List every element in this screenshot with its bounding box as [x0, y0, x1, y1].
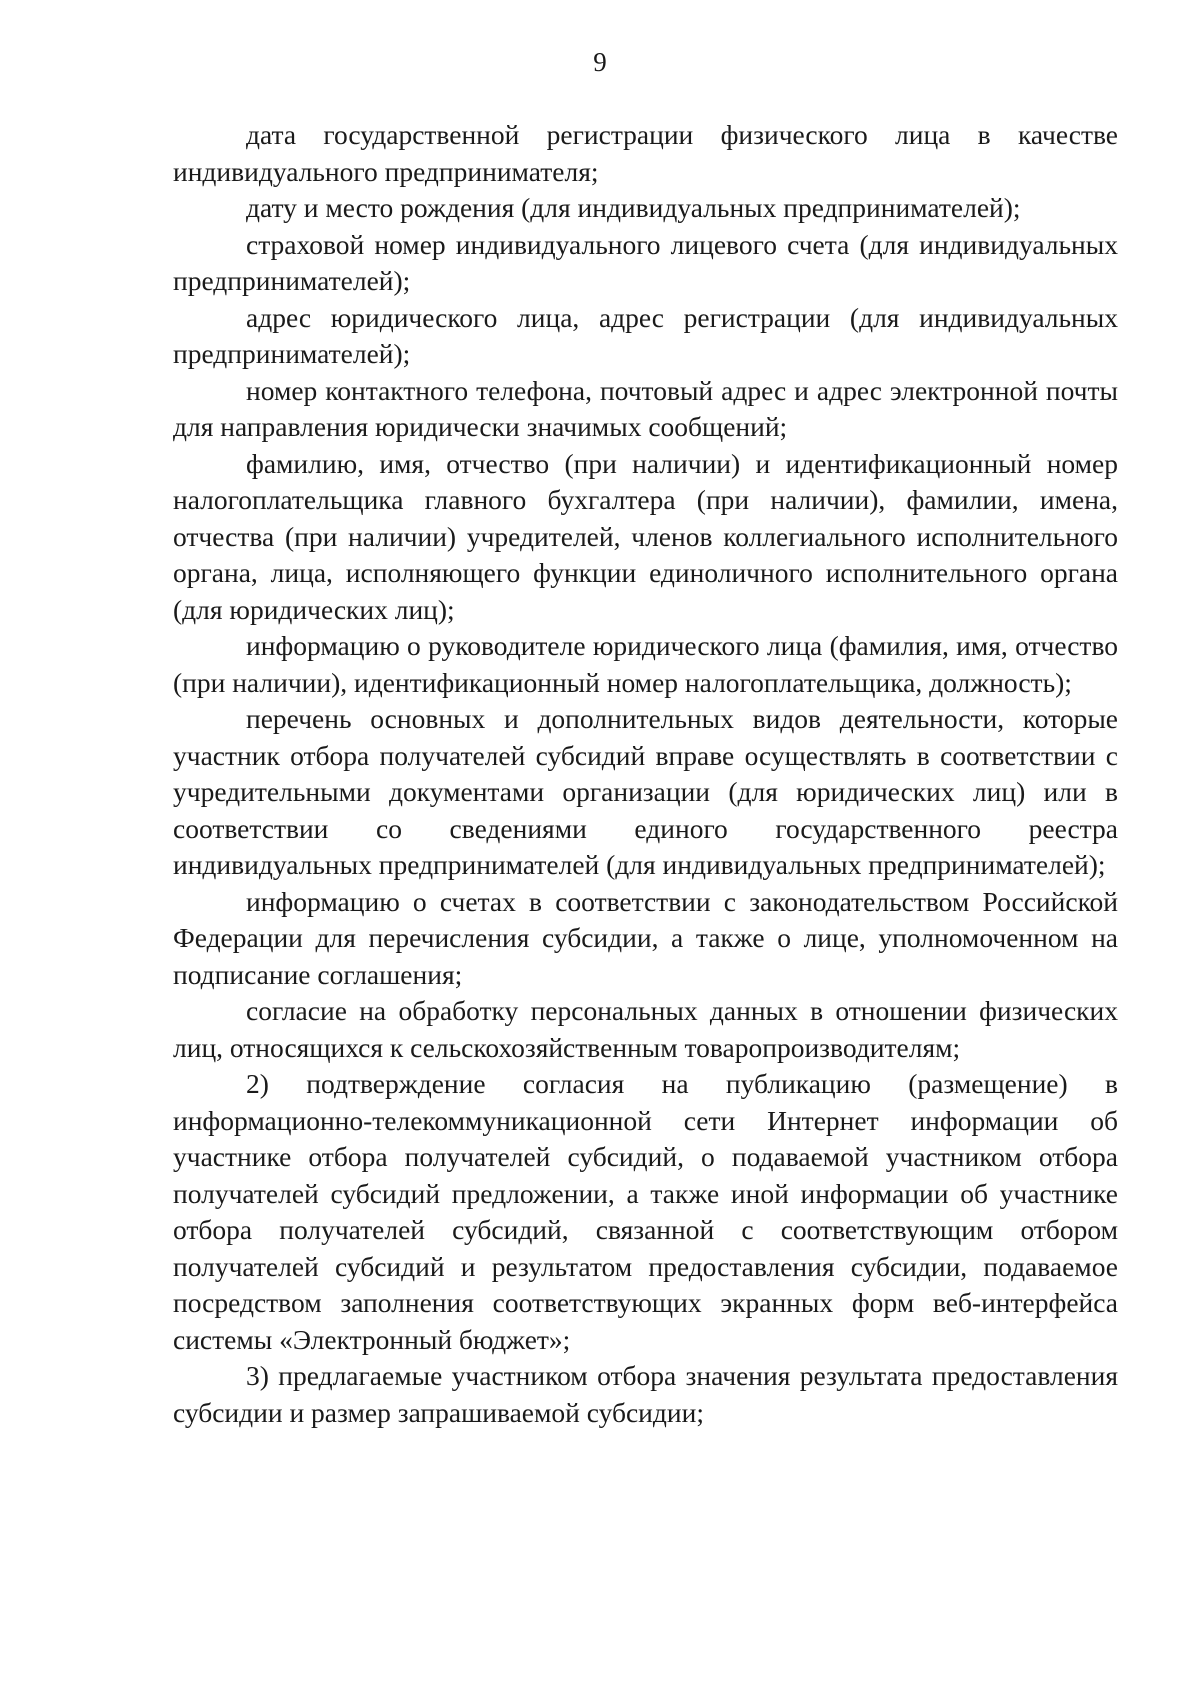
paragraph-item-2-publication-consent: 2) подтверждение согласия на публикацию (размещение) в информационно-телекоммуникационной сети Интернет информации об участнике отбора получателей субсидий, о подаваемой участником отбора получателей субсидий предложении, а также иной информации об участнике отбора получателей субсидий, связанной с соответствующим отбором получателей субсидий и результатом предоставления субсидии, подаваемое посредством заполнения соответствующих экранных форм веб-интерфейса системы «Электронный бюджет»; [173, 1068, 1118, 1355]
paragraph-personal-data-consent: согласие на обработку персональных данных в отношении физических лиц, относящихся к сельскохозяйственным товаропроизводителям; [173, 995, 1118, 1063]
paragraph-insurance-number: страховой номер индивидуального лицевого счета (для индивидуальных предпринимателей); [173, 228, 1118, 296]
paragraph-bank-accounts: информацию о счетах в соответствии с законодательством Российской Федерации для перечисления субсидии, а также о лице, уполномоченном на подписание соглашения; [173, 885, 1118, 990]
paragraph-head-info: информацию о руководителе юридического лица (фамилия, имя, отчество (при наличии), идентификационный номер налогоплательщика, должность); [173, 630, 1118, 698]
paragraph-registration-date: дата государственной регистрации физического лица в качестве индивидуального предпринимателя; [173, 119, 1118, 187]
paragraph-activities: перечень основных и дополнительных видов деятельности, которые участник отбора получателей субсидий вправе осуществлять в соответствии с учредительными документами организации (для юридических лиц) или в соответствии со сведениями единого государственного реестра индивидуальных предпринимателей (для индивидуальных предпринимателей); [173, 703, 1118, 880]
paragraph-contacts: номер контактного телефона, почтовый адрес и адрес электронной почты для направления юридически значимых сообщений; [173, 374, 1118, 442]
paragraph-accountant-founders: фамилию, имя, отчество (при наличии) и идентификационный номер налогоплательщика главного бухгалтера (при наличии), фамилии, имена, отчества (при наличии) учредителей, членов коллегиального исполнительного органа, лица, исполняющего функции единоличного исполнительного органа (для юридических лиц); [173, 447, 1118, 625]
page-number: 9 [593, 47, 607, 77]
paragraph-address: адрес юридического лица, адрес регистрации (для индивидуальных предпринимателей); [173, 301, 1118, 369]
document-body [173, 117, 1118, 1431]
paragraph-birth-date: дату и место рождения (для индивидуальных предпринимателей); [246, 192, 1021, 223]
paragraph-item-3-result-values: 3) предлагаемые участником отбора значения результата предоставления субсидии и размер запрашиваемой субсидии; [173, 1360, 1118, 1428]
